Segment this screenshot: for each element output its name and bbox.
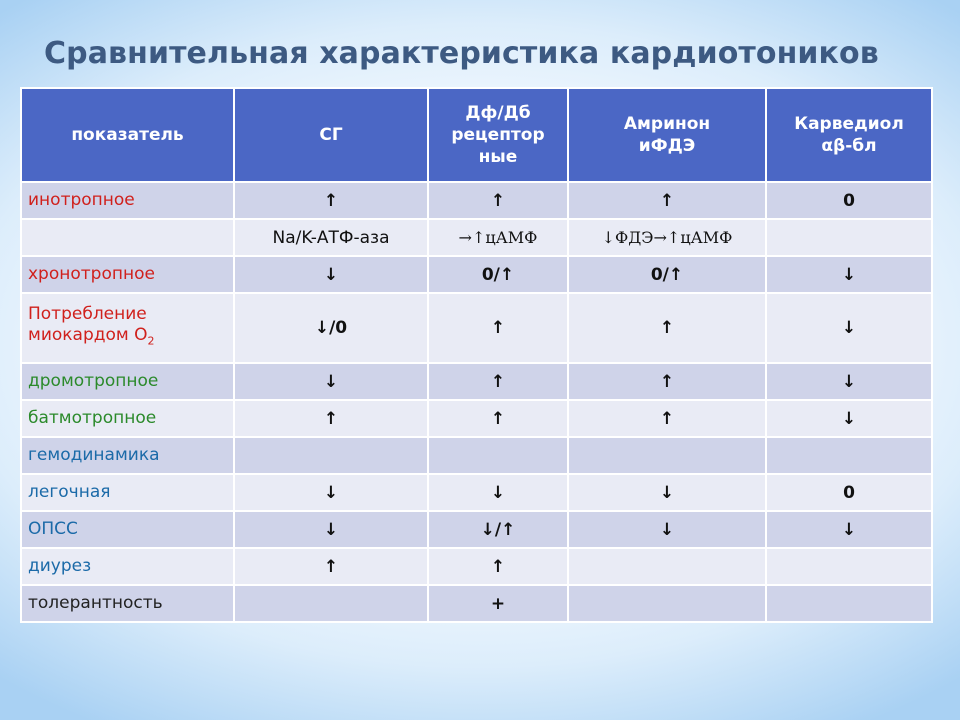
cell-dopamine-dobutamine: →↑цАМФ (428, 219, 568, 256)
cell-amrinone-pde (568, 548, 766, 585)
cell-cardiac-glycosides: ↓/0 (234, 293, 428, 363)
cell-cardiac-glycosides: ↑ (234, 182, 428, 219)
cell-carvedilol (766, 585, 932, 622)
cell-cardiac-glycosides: ↓ (234, 474, 428, 511)
row-label-text: ОПСС (28, 519, 78, 539)
row-label (21, 363, 234, 400)
cell-carvedilol: ↓ (766, 400, 932, 437)
cell-carvedilol: 0 (766, 182, 932, 219)
row-label (21, 293, 234, 363)
cell-dopamine-dobutamine: ↓/↑ (428, 511, 568, 548)
cell-amrinone-pde: ↑ (568, 182, 766, 219)
row-label-text: толерантность (28, 593, 163, 613)
table-row (21, 511, 932, 548)
row-label-text: гемодинамика (28, 445, 160, 465)
row-label (21, 437, 234, 474)
cell-dopamine-dobutamine: ↑ (428, 293, 568, 363)
table-row (21, 363, 932, 400)
row-label (21, 182, 234, 219)
cell-dopamine-dobutamine: ↑ (428, 400, 568, 437)
cell-dopamine-dobutamine: ↑ (428, 548, 568, 585)
slide-title: Сравнительная характеристика кардиотоников (44, 36, 879, 71)
cell-amrinone-pde: ↑ (568, 400, 766, 437)
row-label (21, 400, 234, 437)
cell-carvedilol: 0 (766, 474, 932, 511)
table-header-row (21, 88, 932, 182)
header-dopamine-dobutamine: Дф/Дб рецептор ные (428, 88, 568, 182)
comparison-table (20, 87, 933, 623)
cell-cardiac-glycosides: ↓ (234, 511, 428, 548)
row-label-text: хронотропное (28, 264, 155, 284)
cell-cardiac-glycosides: Na/K-АТФ-аза (234, 219, 428, 256)
cell-cardiac-glycosides: ↓ (234, 256, 428, 293)
row-label (21, 219, 234, 256)
cell-amrinone-pde: ↓ (568, 511, 766, 548)
cell-dopamine-dobutamine: ↓ (428, 474, 568, 511)
table-row (21, 219, 932, 256)
table-row (21, 293, 932, 363)
row-label-text: дромотропное (28, 371, 159, 391)
table-row (21, 400, 932, 437)
row-label-subscript: 2 (147, 334, 155, 348)
row-label-text: диурез (28, 556, 92, 576)
header-cardiac-glycosides: СГ (234, 88, 428, 182)
cell-carvedilol (766, 437, 932, 474)
cell-dopamine-dobutamine (428, 437, 568, 474)
row-label (21, 256, 234, 293)
cell-amrinone-pde: ↓ФДЭ→↑цАМФ (568, 219, 766, 256)
row-label (21, 511, 234, 548)
table-row (21, 256, 932, 293)
header-amrinone-pde: Амринон иФДЭ (568, 88, 766, 182)
table-row (21, 585, 932, 622)
cell-dopamine-dobutamine: + (428, 585, 568, 622)
table-row (21, 182, 932, 219)
row-label-text: Потребление миокардом О (28, 304, 148, 346)
cell-carvedilol (766, 548, 932, 585)
cell-dopamine-dobutamine: 0/↑ (428, 256, 568, 293)
cell-carvedilol: ↓ (766, 256, 932, 293)
header-carvedilol: Карведиол αβ-бл (766, 88, 932, 182)
cell-cardiac-glycosides (234, 437, 428, 474)
header-indicator: показатель (21, 88, 234, 182)
cell-carvedilol: ↓ (766, 363, 932, 400)
cell-dopamine-dobutamine: ↑ (428, 182, 568, 219)
cell-carvedilol (766, 219, 932, 256)
row-label-text: батмотропное (28, 408, 157, 428)
cell-carvedilol: ↓ (766, 293, 932, 363)
cell-amrinone-pde (568, 585, 766, 622)
cell-amrinone-pde (568, 437, 766, 474)
cell-cardiac-glycosides: ↓ (234, 363, 428, 400)
cell-cardiac-glycosides (234, 585, 428, 622)
cell-amrinone-pde: ↓ (568, 474, 766, 511)
table-body (21, 182, 932, 622)
cell-carvedilol: ↓ (766, 511, 932, 548)
row-label (21, 474, 234, 511)
row-label (21, 585, 234, 622)
row-label (21, 548, 234, 585)
cell-cardiac-glycosides: ↑ (234, 400, 428, 437)
cell-amrinone-pde: ↑ (568, 293, 766, 363)
table-row (21, 437, 932, 474)
row-label-text: легочная (28, 482, 111, 502)
row-label-text: инотропное (28, 190, 135, 210)
cell-amrinone-pde: ↑ (568, 363, 766, 400)
cell-cardiac-glycosides: ↑ (234, 548, 428, 585)
cell-amrinone-pde: 0/↑ (568, 256, 766, 293)
table-row (21, 548, 932, 585)
table-row (21, 474, 932, 511)
cell-dopamine-dobutamine: ↑ (428, 363, 568, 400)
